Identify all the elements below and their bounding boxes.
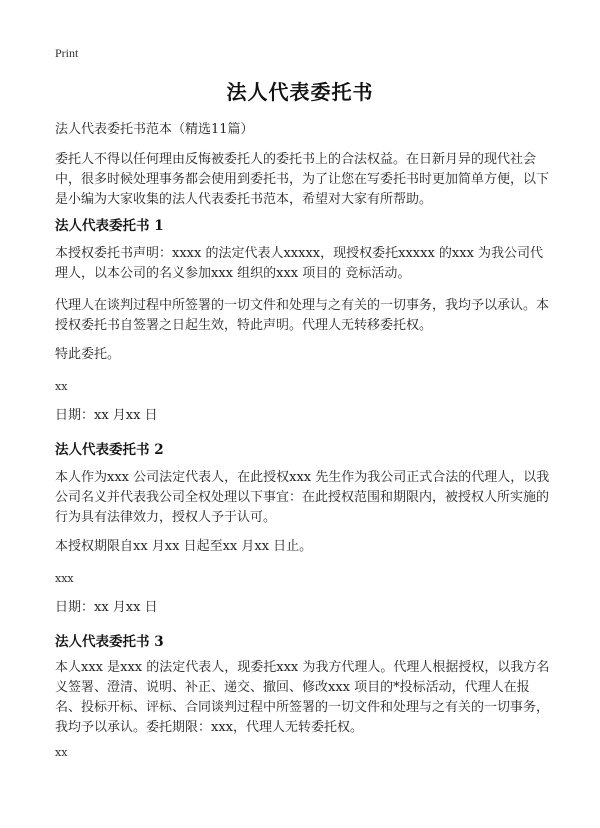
intro-paragraph: 委托人不得以任何理由反悔被委托人的委托书上的合法权益。在日新月异的现代社会中，很多时候处理事务都会使用到委托书，为了让您在写委托书时更加简单方便，以下是小编为大家收集的法人代表委托书范本，希望对大家有所帮助。 xyxy=(55,152,550,207)
section-1-paragraph-3: 特此委托。 xyxy=(55,347,121,362)
section-2-date: 日期：xx 月xx 日 xyxy=(55,600,158,615)
section-1-date: 日期：xx 月xx 日 xyxy=(55,408,158,423)
section-2-paragraph-2: 本授权期限自xx 月xx 日起至xx 月xx 日止。 xyxy=(55,539,313,554)
section-2-paragraph-1: 本人作为xxx 公司法定代表人，在此授权xxx 先生作为我公司正式合法的代理人，以我公司名义并代表我公司全权处理以下事宜：在此授权范围和期限内，被授权人所实施的行为具有法律效力，授权人予于认可。 xyxy=(55,470,550,525)
section-1-signature: xx xyxy=(55,380,68,393)
section-3-heading: 法人代表委托书 3 xyxy=(55,634,164,650)
section-2-heading: 法人代表委托书 2 xyxy=(55,442,164,458)
intro-subtitle: 法人代表委托书范本（精选11篇） xyxy=(55,122,254,137)
document-title: 法人代表委托书 xyxy=(226,80,374,104)
section-1-paragraph-1: 本授权委托书声明：xxxx 的法定代表人xxxxx，现授权委托xxxxx 的xxx 为我公司代理人，以本公司的名义参加xxx 组织的xxx 项目的 竞标活动。 xyxy=(55,246,544,281)
section-3-signature: xx xyxy=(55,746,68,759)
section-1-paragraph-2: 代理人在谈判过程中所签署的一切文件和处理与之有关的一切事务，我均予以承认。本授权委托书自签署之日起生效，特此声明。代理人无转移委托权。 xyxy=(55,298,550,333)
print-label: Print xyxy=(55,46,79,60)
section-2-signature: xxx xyxy=(55,572,74,585)
section-1-heading: 法人代表委托书 1 xyxy=(55,218,164,234)
section-3-paragraph-1: 本人xxx 是xxx 的法定代表人，现委托xxx 为我方代理人。代理人根据授权，以我方名义签署、澄清、说明、补正、递交、撤回、修改xxx 项目的*投标活动，代理人在报名、投标开标、评标、合同谈判过程中所签署的一切文件和处理与之有关的一切事务，我均予以承认。委托期限：xxx，代理人无转委托权。 xyxy=(55,660,550,735)
